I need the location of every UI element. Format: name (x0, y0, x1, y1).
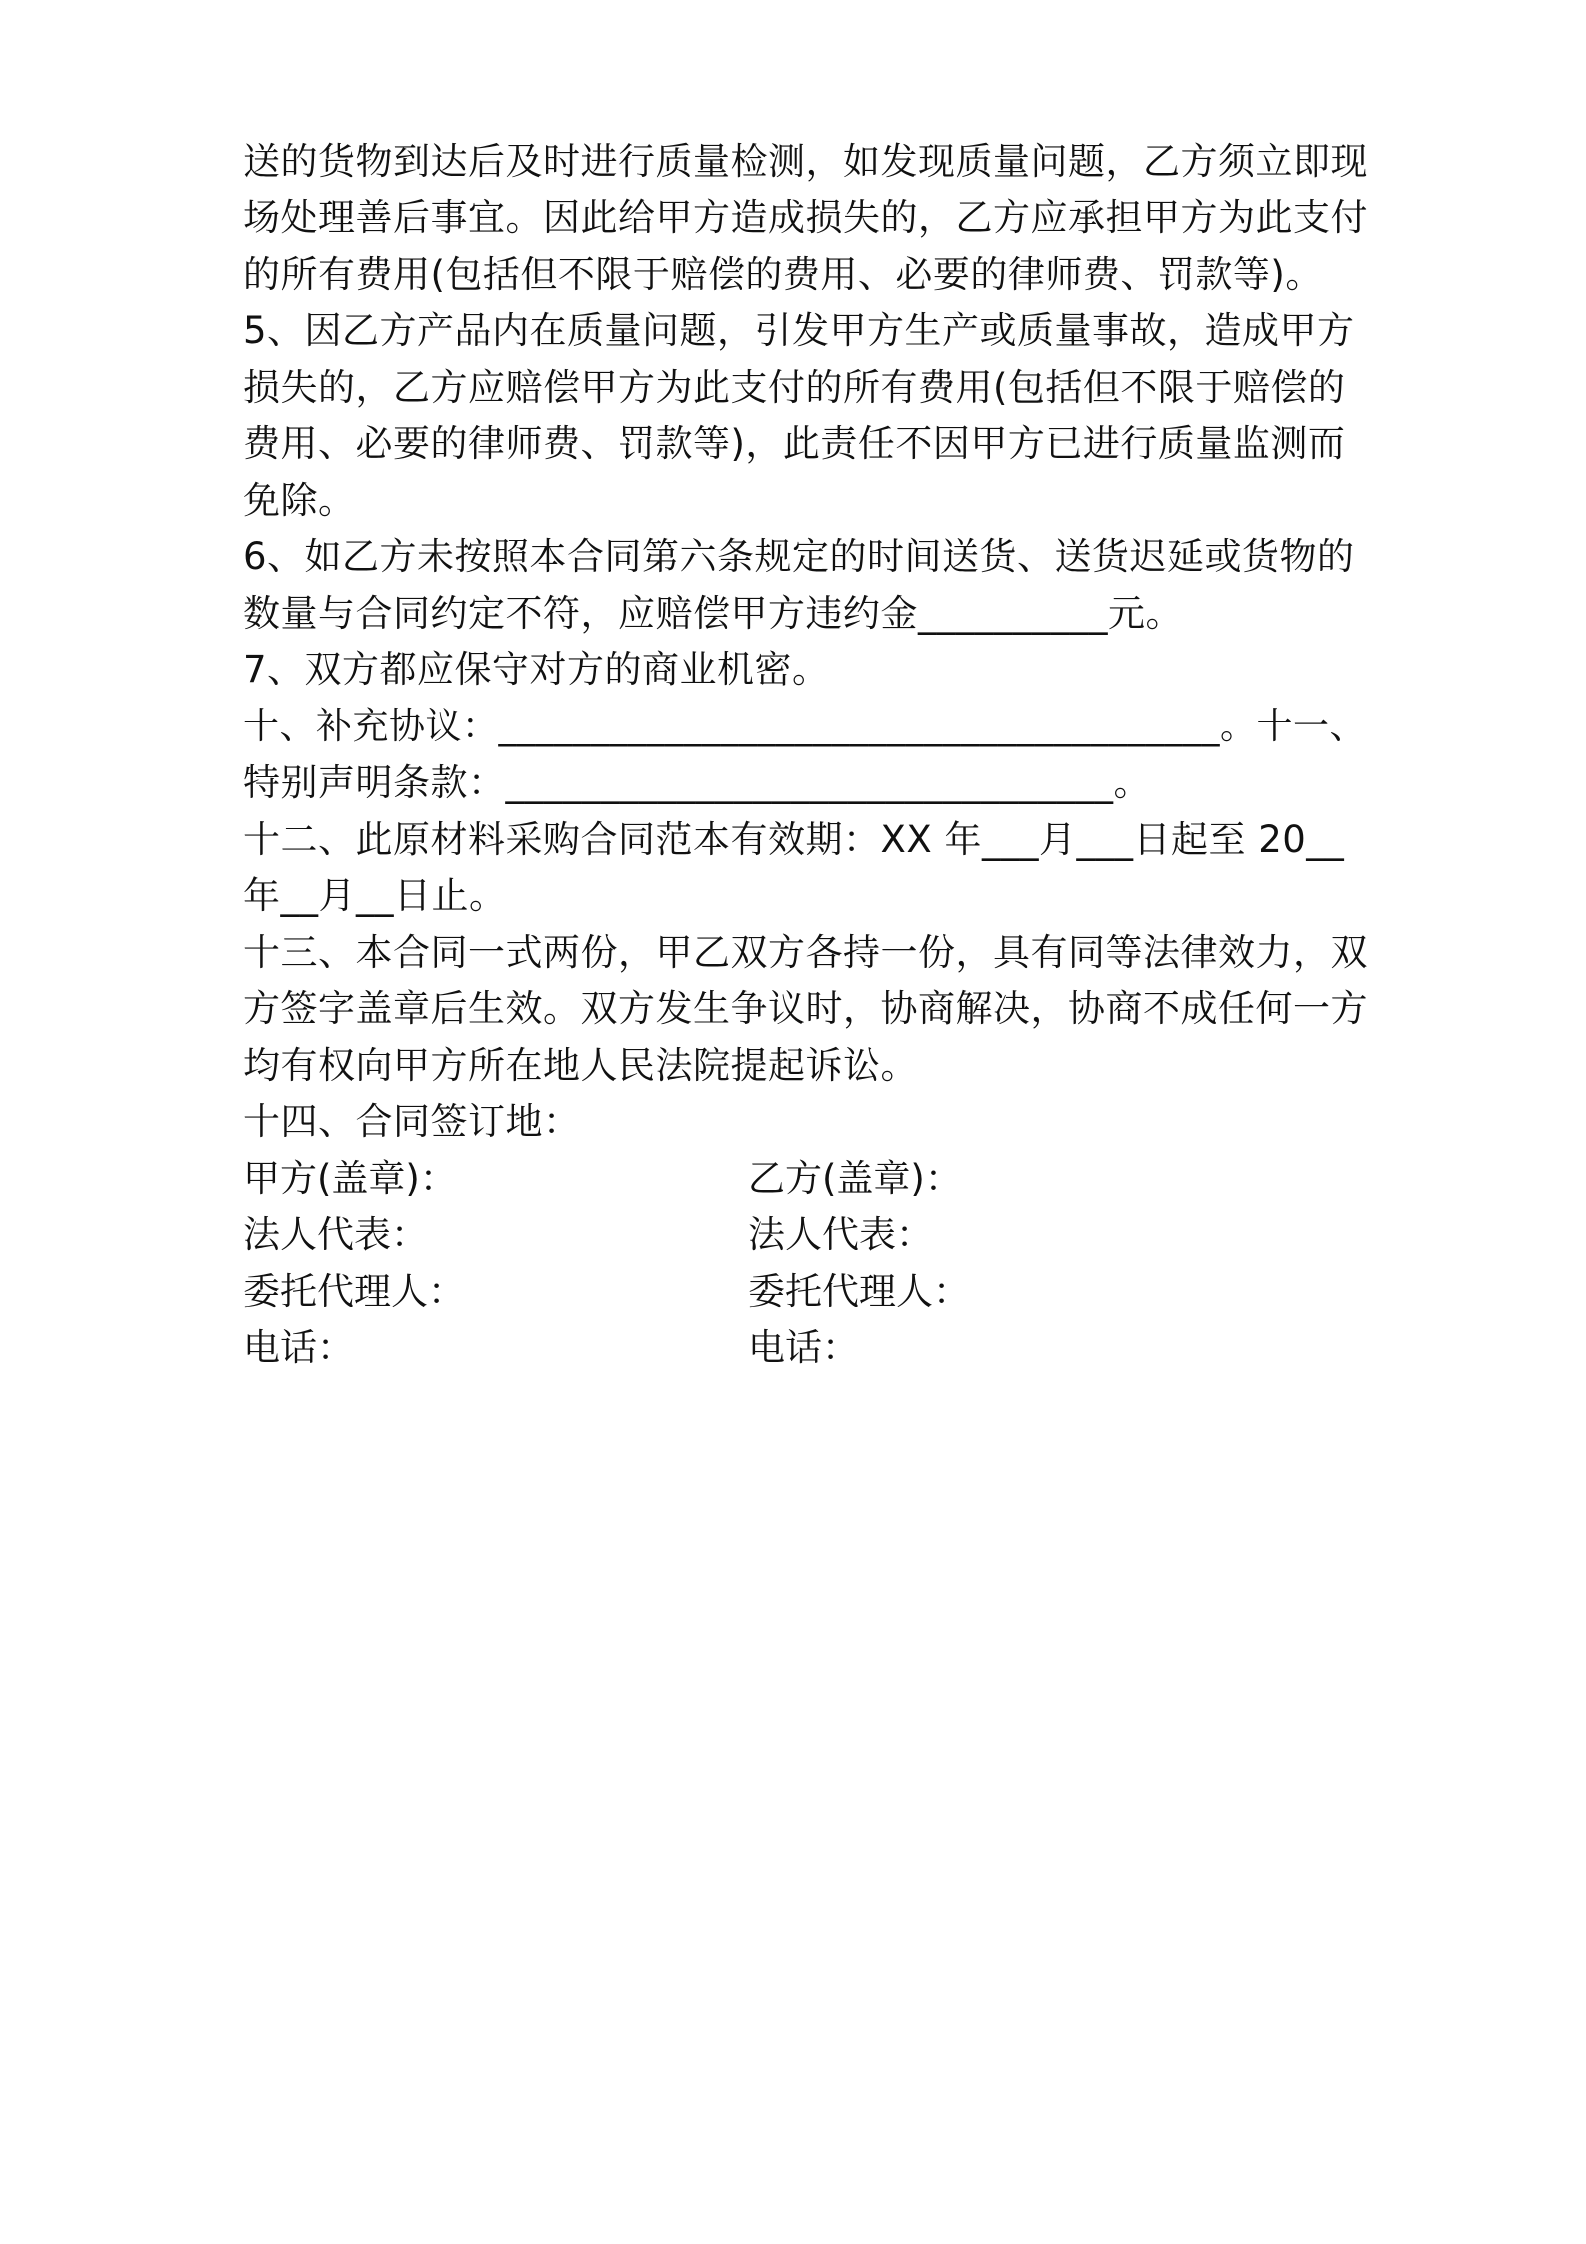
text-line: 损失的，乙方应赔偿甲方为此支付的所有费用(包括但不限于赔偿的 (243, 366, 1346, 409)
text-line: 特别声明条款：________________________________。 (243, 761, 1151, 804)
text-line: 6、如乙方未按照本合同第六条规定的时间送货、送货迟延或货物的 (243, 535, 1355, 578)
text-line: 十、补充协议：_______________________________________。十一、 (243, 706, 1367, 747)
party-b-phone-label: 电话： (748, 1326, 859, 1369)
text-line: 送的货物到达后及时进行质量检测，如发现质量问题，乙方须立即现 (243, 140, 1368, 183)
text-line: 方签字盖章后生效。双方发生争议时，协商解决，协商不成任何一方 (243, 987, 1368, 1030)
text-line: 年__月__日止。 (243, 874, 507, 917)
signature-row (243, 1324, 1373, 1372)
text-line: 7、双方都应保守对方的商业机密。 (243, 648, 830, 691)
signature-row (243, 1211, 1373, 1259)
party-b-seal-label: 乙方(盖章)： (748, 1157, 962, 1200)
signature-row (243, 1268, 1373, 1316)
text-line: 5、因乙方产品内在质量问题，引发甲方生产或质量事故，造成甲方 (243, 309, 1355, 352)
text-line: 十二、此原材料采购合同范本有效期：XX 年___月___日起至 20__ (243, 818, 1345, 861)
text-line: 的所有费用(包括但不限于赔偿的费用、必要的律师费、罚款等)。 (243, 253, 1323, 296)
signature-row (243, 1155, 1373, 1203)
text-line: 十三、本合同一式两份，甲乙双方各持一份，具有同等法律效力，双 (243, 931, 1368, 974)
party-b-agent-label: 委托代理人： (748, 1270, 970, 1313)
party-b-legal-rep-label: 法人代表： (748, 1213, 933, 1256)
text-line: 免除。 (243, 479, 356, 522)
text-line: 数量与合同约定不符，应赔偿甲方违约金__________元。 (243, 592, 1183, 635)
party-a-phone-label: 电话： (243, 1326, 354, 1369)
text-line: 均有权向甲方所在地人民法院提起诉讼。 (243, 1044, 918, 1087)
party-a-legal-rep-label: 法人代表： (243, 1213, 428, 1256)
party-a-agent-label: 委托代理人： (243, 1270, 465, 1313)
party-a-seal-label: 甲方(盖章)： (243, 1157, 457, 1200)
text-line: 费用、必要的律师费、罚款等)，此责任不因甲方已进行质量监测而 (243, 422, 1346, 465)
text-line: 十四、合同签订地： (243, 1100, 581, 1143)
text-line: 场处理善后事宜。因此给甲方造成损失的，乙方应承担甲方为此支付 (243, 196, 1368, 239)
